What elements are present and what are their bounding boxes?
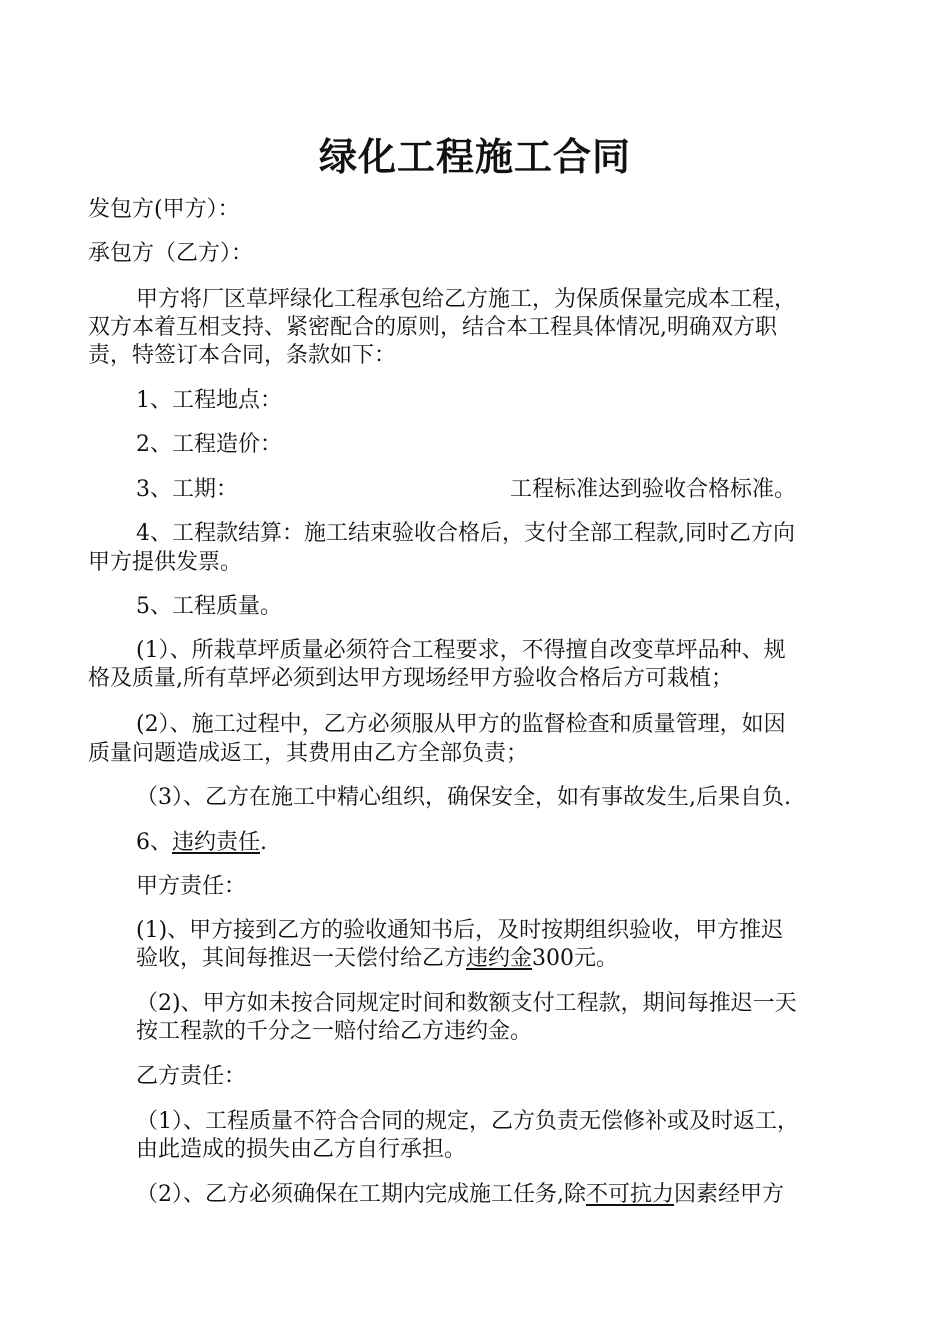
b2-pre: （2）、乙方必须确保在工期内完成施工任务,除	[136, 1182, 586, 1207]
clause-2-cost: 2、工程造价：	[136, 432, 282, 457]
quality-3: （3）、乙方在施工中精心组织，确保安全，如有事故发生,后果自负.	[136, 785, 791, 810]
clause-6-liability	[136, 829, 926, 857]
a1-line-2-post: 300元。	[532, 946, 619, 971]
clause-4-line-1: 4、工程款结算：施工结束验收合格后，支付全部工程款,同时乙方向	[136, 521, 795, 546]
clause-3-label: 3、工期：	[136, 477, 238, 502]
b2-line-1	[136, 1181, 926, 1209]
intro-line-3: 责，特签订本合同，条款如下：	[88, 343, 397, 368]
quality-1-line-1: (1）、所栽草坪质量必须符合工程要求，不得擅自改变草坪品种、规	[136, 638, 786, 663]
clause-3-period	[136, 476, 926, 504]
clause-3-note: 工程标准达到验收合格标准。	[510, 477, 797, 502]
party-a-line: 发包方(甲方）：	[88, 197, 240, 222]
a2-line-2: 按工程款的千分之一赔付给乙方违约金。	[136, 1019, 533, 1044]
force-majeure-link[interactable]: 不可抗力	[586, 1182, 675, 1207]
quality-1-line-2: 格及质量,所有草坪必须到达甲方现场经甲方验收合格后方可栽植；	[88, 666, 733, 691]
clause-1-location: 1、工程地点：	[136, 388, 282, 413]
quality-2-line-2: 质量问题造成返工，其费用由乙方全部负责；	[88, 741, 529, 766]
party-a-liability-heading: 甲方责任：	[136, 874, 247, 899]
clause-6-suffix: .	[260, 830, 268, 855]
a1-line-2-pre: 验收，其间每推迟一天偿付给乙方	[136, 946, 467, 971]
b2-post: 因素经甲方	[674, 1182, 785, 1207]
b1-line-2: 由此造成的损失由乙方自行承担。	[136, 1137, 467, 1162]
clause-4-line-2: 甲方提供发票。	[88, 550, 243, 575]
party-b-liability-heading: 乙方责任：	[136, 1064, 247, 1089]
intro-line-1: 甲方将厂区草坪绿化工程承包给乙方施工，为保质保量完成本工程，	[136, 287, 797, 312]
b1-line-1: （1）、工程质量不符合合同的规定，乙方负责无偿修补或及时返工，	[136, 1109, 799, 1134]
clause-5-quality: 5、工程质量。	[136, 594, 282, 619]
clause-6-prefix: 6、	[136, 830, 172, 855]
page-title: 绿化工程施工合同	[318, 135, 631, 179]
party-b-line: 承包方（乙方）：	[88, 241, 254, 266]
a1-line-2	[136, 945, 926, 973]
a2-line-1: （2)、甲方如未按合同规定时间和数额支付工程款，期间每推迟一天	[136, 991, 797, 1016]
intro-line-2: 双方本着互相支持、紧密配合的原则，结合本工程具体情况,明确双方职	[88, 315, 777, 340]
quality-2-line-1: (2）、施工过程中，乙方必须服从甲方的监督检查和质量管理，如因	[136, 712, 786, 737]
a1-line-1: (1)、甲方接到乙方的验收通知书后，及时按期组织验收，甲方推迟	[136, 918, 784, 943]
liability-link[interactable]: 违约责任	[172, 830, 261, 855]
penalty-link[interactable]: 违约金	[466, 946, 533, 971]
